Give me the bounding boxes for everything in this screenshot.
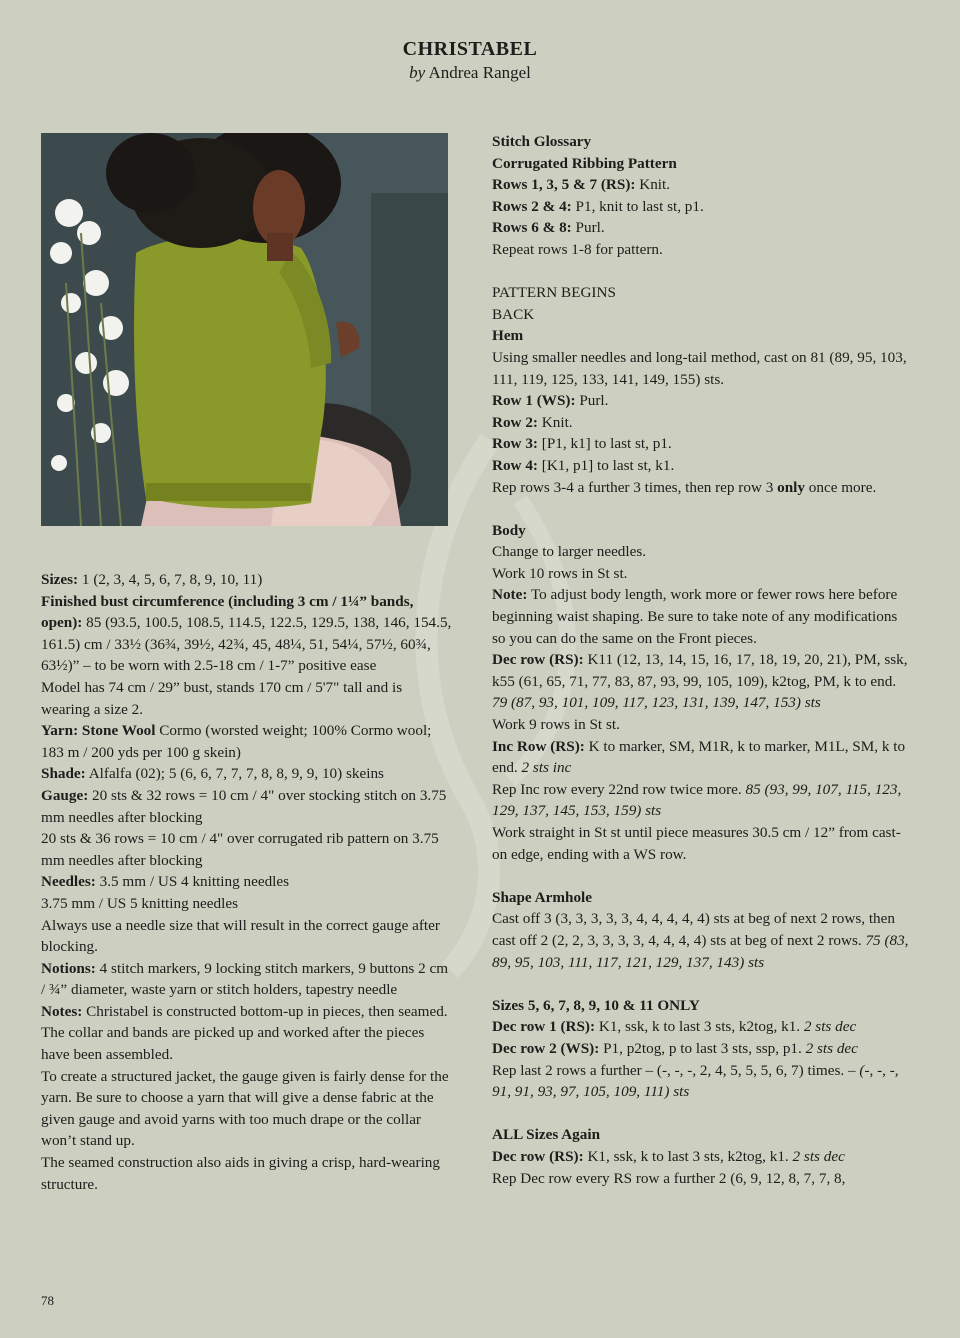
- row-text: Knit.: [537, 413, 573, 431]
- row-text: Purl.: [575, 392, 609, 410]
- rep-inc-row: [492, 779, 912, 822]
- pattern-begins-heading: PATTERN BEGINS: [492, 284, 616, 302]
- yarn-label: Yarn:: [41, 722, 79, 740]
- all-sizes-heading: ALL Sizes Again: [492, 1126, 601, 1144]
- body-rows: Work 10 rows in St st.: [492, 564, 628, 582]
- row-text: K1, ssk, k to last 3 sts, k2tog, k1.: [583, 1147, 793, 1165]
- repeat-emphasis: only: [777, 478, 805, 496]
- row-label: Inc Row (RS):: [492, 737, 585, 755]
- bust-line: [41, 591, 453, 677]
- stitch-count: 2 sts dec: [792, 1147, 845, 1165]
- page-number: 78: [41, 1293, 54, 1308]
- body-needles: Change to larger needles.: [492, 543, 647, 561]
- ribbing-repeat: Repeat rows 1-8 for pattern.: [492, 240, 663, 258]
- rep-last-rows: [492, 1060, 912, 1103]
- hem-row-4: [492, 455, 912, 477]
- byline: [0, 63, 940, 83]
- hem-heading: Hem: [492, 327, 524, 345]
- sizes-line: [41, 569, 453, 591]
- note-text: To adjust body length, work more or fewer rows here before beginning waist shaping. Be sure to take note of any modifications so you can do the same on the Front pieces.: [492, 586, 898, 647]
- dec-row-1: [492, 1016, 912, 1038]
- row-text: [P1, k1] to last st, p1.: [537, 435, 672, 453]
- armhole-heading: Shape Armhole: [492, 888, 592, 906]
- row-label: Rows 2 & 4:: [492, 197, 572, 215]
- row-text: P1, knit to last st, p1.: [571, 197, 704, 215]
- repeat-text-end: once more.: [804, 478, 877, 496]
- hem-instruction: Using smaller needles and long-tail method, cast on 81 (89, 95, 103, 111, 119, 125, 133, 141, 149, 155) sts.: [492, 348, 907, 388]
- pattern-title: CHRISTABEL: [402, 38, 538, 60]
- inc-row: [492, 736, 912, 779]
- row-text: P1, p2tog, p to last 3 sts, ssp, p1.: [599, 1039, 806, 1057]
- row-text: K11 (12, 13, 14, 15, 16, 17, 18, 19, 20, 21), PM, ssk, k55 (61, 65, 71, 77, 83, 87, 93, 99, 105, 109), k2tog, PM, k to end.: [492, 651, 908, 690]
- row-label: Rows 1, 3, 5 & 7 (RS):: [492, 176, 636, 194]
- notions-value: 4 stitch markers, 9 locking stitch markers, 9 buttons 2 cm / ¾” diameter, waste yarn or stitch holders, tapestry needle: [41, 959, 449, 999]
- row-label: Row 1 (WS):: [492, 392, 576, 410]
- gauge-line-2: 20 sts & 36 rows = 10 cm / 4" over corrugated rib pattern on 3.75 mm needles after blocking: [41, 830, 439, 869]
- bust-value: 85 (93.5, 100.5, 108.5, 114.5, 122.5, 129.5, 138, 146, 154.5, 161.5) cm / 33½ (36¾, 39½, 42¾, 45, 48¼, 51, 54¼, 57½, 60¾, 63½)” – to be worn with 2.5-18 cm / 1-7” positive ease: [41, 614, 452, 675]
- hem-row-3: [492, 433, 912, 455]
- back-heading: BACK: [492, 305, 535, 323]
- model-line: Model has 74 cm / 29” bust, stands 170 cm / 5'7" tall and is wearing a size 2.: [41, 678, 403, 718]
- stitch-count: 85 (93, 99, 107, 115, 123, 129, 137, 145, 153, 159) sts: [492, 780, 902, 820]
- notes-line-3: The seamed construction also aids in giving a crisp, hard-wearing structure.: [41, 1154, 440, 1193]
- pattern-instructions-column: [492, 131, 912, 1189]
- row-text: Cast off 3 (3, 3, 3, 3, 3, 4, 4, 4, 4, 4) sts at beg of next 2 rows, then cast off 2 (2, 2, 3, 3, 3, 3, 4, 4, 4, 4) sts at beg of next 2 rows.: [492, 910, 895, 949]
- pattern-details-column: [41, 569, 453, 1195]
- sizes-only-heading: Sizes 5, 6, 7, 8, 9, 10 & 11 ONLY: [492, 996, 700, 1014]
- stitch-count: 2 sts inc: [521, 759, 572, 777]
- hem-row-1: [492, 390, 912, 412]
- row-label: Row 3:: [492, 435, 538, 453]
- row-text: Purl.: [571, 219, 605, 237]
- author-name: Andrea Rangel: [428, 63, 531, 82]
- repeat-text: Rep rows 3-4 a further 3 times, then rep row 3: [492, 478, 778, 496]
- stitch-count: 2 sts dec: [805, 1039, 858, 1057]
- yarn-value: Cormo (worsted weight; 100% Cormo wool; 183 m / 200 yds per 100 g skein): [41, 722, 432, 761]
- dec-row-rs: [492, 1146, 912, 1168]
- ribbing-row-1: [492, 174, 912, 196]
- stitch-count: 2 sts dec: [803, 1018, 857, 1036]
- row-label: Row 4:: [492, 456, 538, 474]
- needles-value: 3.5 mm / US 4 knitting needles: [95, 873, 290, 891]
- row-label: Dec row 1 (RS):: [492, 1018, 596, 1036]
- row-label: Row 2:: [492, 413, 538, 431]
- stitch-count: 75 (83, 89, 95, 103, 111, 117, 121, 129, 137, 143) sts: [492, 931, 909, 971]
- notes-value: Christabel is constructed bottom-up in pieces, then seamed. The collar and bands are picked up and worked after the pieces have been assembled.: [41, 1002, 448, 1064]
- spacer: [492, 865, 912, 887]
- work-rows: Work 9 rows in St st.: [492, 716, 620, 734]
- spacer: [492, 973, 912, 995]
- shade-label: Shade:: [41, 765, 86, 783]
- row-text: Knit.: [635, 176, 671, 194]
- row-text: Rep last 2 rows a further – (-, -, -, 2, 4, 5, 5, 5, 6, 7) times.: [492, 1061, 848, 1079]
- model-photo: [41, 133, 448, 526]
- needles-line-3: Always use a needle size that will result in the correct gauge after blocking.: [41, 916, 440, 956]
- by-word: by: [409, 63, 426, 82]
- gauge-label: Gauge:: [41, 786, 89, 804]
- row-text: [K1, p1] to last st, k1.: [537, 456, 675, 474]
- ribbing-row-2: [492, 196, 912, 218]
- notes-label: Notes:: [41, 1002, 83, 1020]
- body-note: [492, 584, 912, 649]
- row-text: Rep Inc row every 22nd row twice more.: [492, 780, 746, 798]
- row-label: Dec row (RS):: [492, 1147, 584, 1165]
- hem-row-2: [492, 412, 912, 434]
- work-straight: Work straight in St st until piece measures 30.5 cm / 12” from cast-on edge, ending with a WS row.: [492, 824, 901, 863]
- row-label: Rows 6 & 8:: [492, 219, 572, 237]
- notes-line: [41, 1001, 453, 1066]
- bust-label: Finished bust circumference (including 3 cm / 1¼” bands, open):: [41, 592, 414, 632]
- sizes-label: Sizes:: [41, 571, 79, 588]
- needles-line-2: 3.75 mm / US 5 knitting needles: [41, 894, 239, 912]
- row-text: K1, ssk, k to last 3 sts, k2tog, k1.: [595, 1018, 804, 1036]
- spacer: [492, 1103, 912, 1125]
- sizes-value: 1 (2, 3, 4, 5, 6, 7, 8, 9, 10, 11): [78, 571, 263, 588]
- gauge-line: [41, 785, 453, 828]
- shade-line: [41, 763, 453, 785]
- stitch-count: – (-, -, -, 91, 91, 93, 97, 105, 109, 111) sts: [492, 1061, 899, 1101]
- ribbing-row-3: [492, 217, 912, 239]
- stitch-count: 79 (87, 93, 101, 109, 117, 123, 131, 139, 147, 153) sts: [492, 694, 821, 712]
- row-text: K to marker, SM, M1R, k to marker, M1L, SM, k to end.: [492, 737, 906, 777]
- body-heading: Body: [492, 521, 526, 539]
- notions-line: [41, 958, 453, 1001]
- notions-label: Notions:: [41, 959, 96, 977]
- note-label: Note:: [492, 586, 528, 604]
- row-label: Dec row 2 (WS):: [492, 1039, 600, 1057]
- yarn-line: [41, 720, 453, 763]
- ribbing-heading: Corrugated Ribbing Pattern: [492, 154, 677, 172]
- dec-row: [492, 649, 912, 714]
- armhole-instruction: [492, 908, 912, 973]
- rep-dec-row: Rep Dec row every RS row a further 2 (6, 9, 12, 8, 7, 7, 8,: [492, 1169, 846, 1187]
- shade-value: Alfalfa (02); 5 (6, 6, 7, 7, 7, 8, 8, 9, 9, 10) skeins: [85, 765, 384, 783]
- yarn-brand: Stone Wool: [78, 722, 156, 740]
- hem-repeat: [492, 477, 912, 499]
- spacer: [492, 498, 912, 520]
- needles-label: Needles:: [41, 873, 96, 891]
- dec-row-2: [492, 1038, 912, 1060]
- gauge-value: 20 sts & 32 rows = 10 cm / 4" over stocking stitch on 3.75 mm needles after blocking: [41, 786, 447, 826]
- row-label: Dec row (RS):: [492, 651, 584, 669]
- spacer: [492, 261, 912, 283]
- needles-line: [41, 871, 453, 893]
- notes-line-2: To create a structured jacket, the gauge given is fairly dense for the yarn. Be sure to choose a yarn that will give a dense fabric at the given gauge and avoid yarns with too much drape or the collar won’t stand up.: [41, 1067, 449, 1150]
- glossary-heading: Stitch Glossary: [492, 133, 592, 150]
